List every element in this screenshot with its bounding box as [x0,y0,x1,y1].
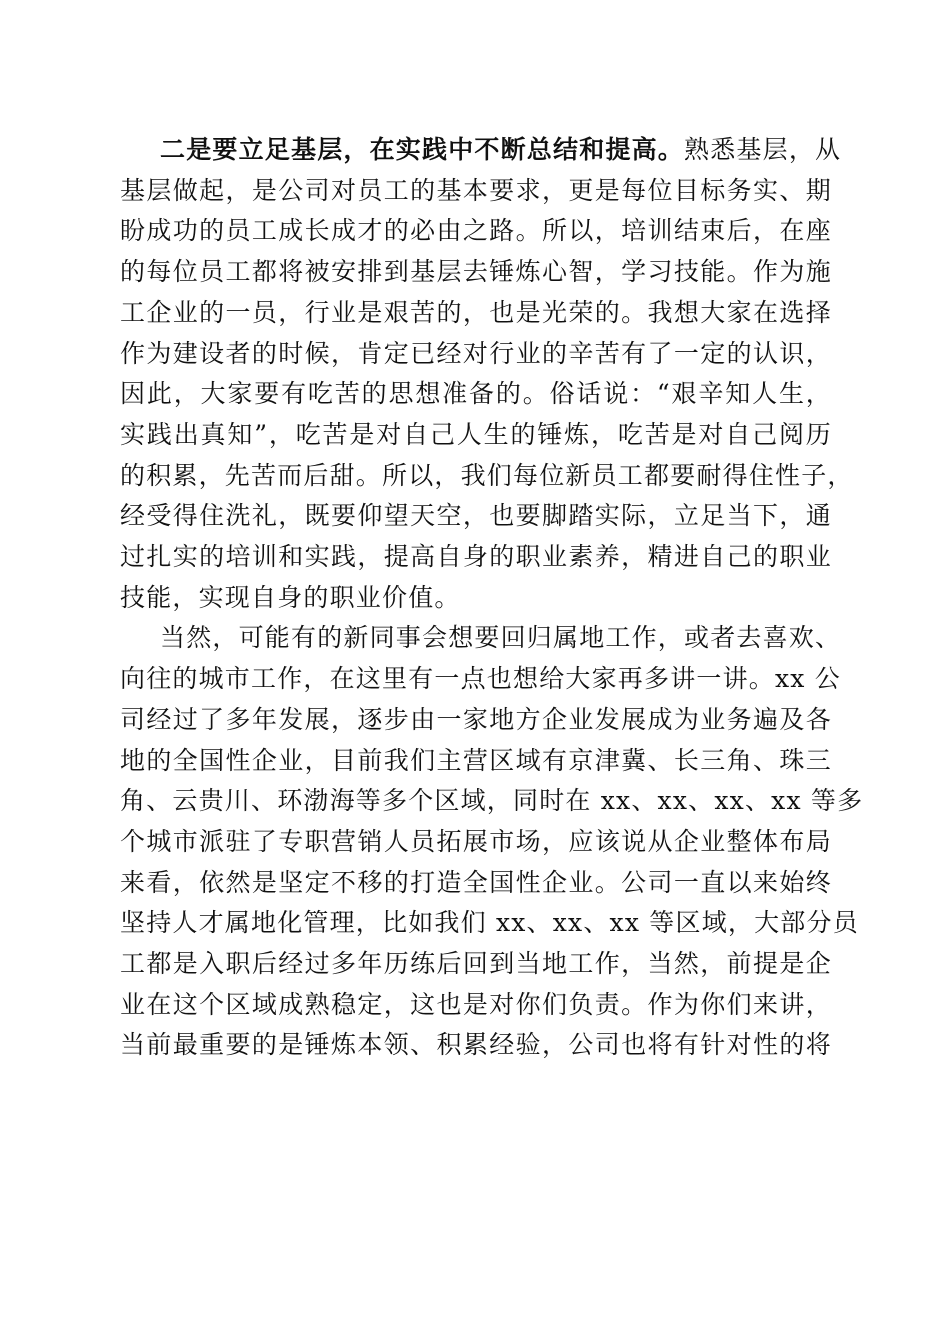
text-line: 过扎实的培训和实践，提高自身的职业素养，精进自己的职业 [120,542,832,572]
text-line: 工都是入职后经过多年历练后回到当地工作，当然，前提是企 [120,949,832,979]
document-body [120,130,864,1066]
text-line: 的每位员工都将被安排到基层去锤炼心智，学习技能。作为施 [120,257,832,287]
text-line [120,130,842,171]
text-line: 来看，依然是坚定不移的打造全国性企业。公司一直以来始终 [120,867,832,897]
text-line: 业在这个区域成熟稳定，这也是对你们负责。作为你们来讲， [120,989,832,1019]
text-line: 向往的城市工作，在这里有一点也想给大家再多讲一讲。xx 公 [120,664,841,694]
text-line: 个城市派驻了专职营销人员拓展市场，应该说从企业整体布局 [120,826,832,856]
text-line: 角、云贵川、环渤海等多个区域，同时在 xx、xx、xx、xx 等多 [120,786,864,816]
text-line: 技能，实现自身的职业价值。 [120,582,461,612]
text-line: 经受得住洗礼，既要仰望天空，也要脚踏实际，立足当下，通 [120,501,832,531]
paragraph-regional-work [120,618,864,1066]
paragraph-grassroots [120,130,854,618]
text-line: 作为建设者的时候，肯定已经对行业的辛苦有了一定的认识， [120,338,832,368]
text-line: 当然，可能有的新同事会想要回归属地工作，或者去喜欢、 [160,623,842,653]
text-line: 基层做起，是公司对员工的基本要求，更是每位目标务实、期 [120,175,832,205]
text-line: 地的全国性企业，目前我们主营区域有京津冀、长三角、珠三 [120,745,832,775]
text-line: 盼成功的员工成长成才的必由之路。所以，培训结束后，在座 [120,216,832,246]
text-line: 的积累，先苦而后甜。所以，我们每位新员工都要耐得住性子， [120,460,854,490]
lead-sentence: 二是要立足基层，在实践中不断总结和提高。 [160,135,685,164]
text-line: 司经过了多年发展，逐步由一家地方企业发展成为业务遍及各 [120,704,832,734]
text-line: 工企业的一员，行业是艰苦的，也是光荣的。我想大家在选择 [120,297,832,327]
text-line: 当前最重要的是锤炼本领、积累经验，公司也将有针对性的将 [120,1030,832,1060]
text-line: 实践出真知”，吃苦是对自己人生的锤炼，吃苦是对自己阅历 [120,419,832,449]
text-line-rest: 熟悉基层，从 [684,135,842,164]
text-line: 坚持人才属地化管理，比如我们 xx、xx、xx 等区域，大部分员 [120,908,859,938]
text-line: 因此，大家要有吃苦的思想准备的。俗话说：“艰辛知人生， [120,379,832,409]
